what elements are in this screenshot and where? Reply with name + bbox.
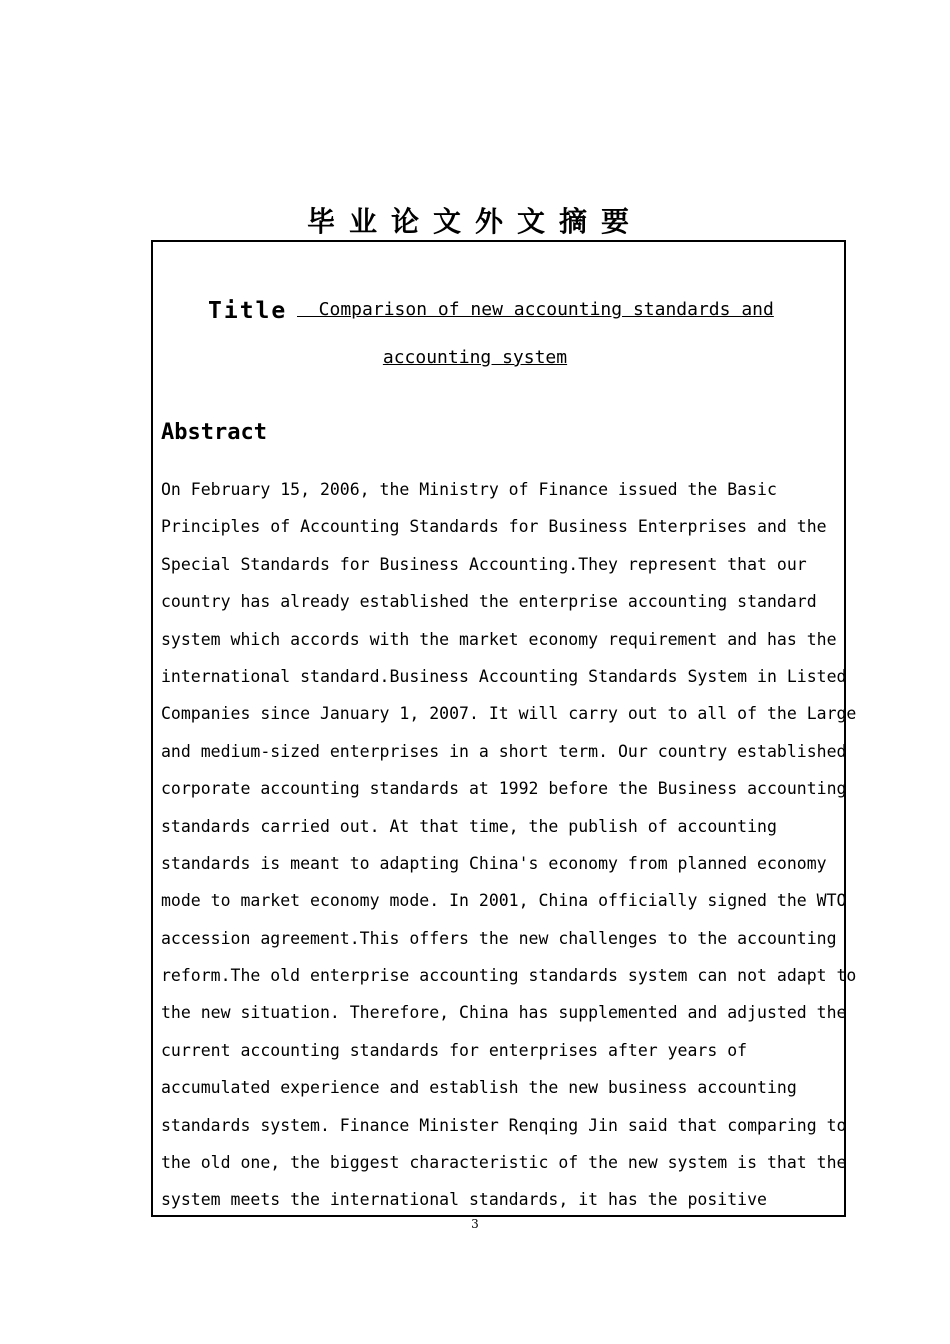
abstract-line: On February 15, 2006, the Ministry of Finance issued the Basic	[161, 480, 777, 499]
page-heading: 毕业论文外文摘要	[306, 205, 643, 238]
abstract-line: international standard.Business Accounting Standards System in Listed	[161, 666, 847, 686]
abstract-line: accession agreement.This offers the new challenges to the accounting	[161, 928, 837, 948]
abstract-line: the old one, the biggest characteristic of the new system is that the	[161, 1153, 847, 1173]
abstract-line: Special Standards for Business Accounting.They represent that our	[161, 554, 807, 574]
abstract-line: system which accords with the market economy requirement and has the	[161, 629, 837, 649]
abstract-body	[161, 471, 857, 1219]
abstract-line: Principles of Accounting Standards for Business Enterprises and the	[161, 517, 827, 537]
abstract-line: corporate accounting standards at 1992 before the Business accounting	[161, 779, 847, 799]
abstract-line: Companies since January 1, 2007. It will carry out to all of the Large	[161, 704, 857, 724]
title-text-line-2-wrapper	[0, 347, 950, 368]
abstract-line: standards is meant to adapting China's economy from planned economy	[161, 853, 827, 873]
abstract-line: system meets the international standards, it has the positive	[161, 1190, 767, 1210]
abstract-line: current accounting standards for enterprises after years of	[161, 1040, 748, 1060]
abstract-line: mode to market economy mode. In 2001, China officially signed the WTO	[161, 891, 847, 911]
abstract-heading: Abstract	[161, 420, 267, 445]
page-number: 3	[471, 1217, 479, 1231]
title-label: Title	[208, 298, 288, 324]
abstract-line: standards carried out. At that time, the publish of accounting	[161, 816, 777, 836]
title-text-line-1: Comparison of new accounting standards and	[297, 299, 774, 320]
title-text-line-2: accounting system	[382, 347, 568, 368]
abstract-line: standards system. Finance Minister Renqing Jin said that comparing to	[161, 1115, 847, 1135]
abstract-line: the new situation. Therefore, China has supplemented and adjusted the	[161, 1003, 847, 1023]
abstract-line: and medium-sized enterprises in a short term. Our country established	[161, 741, 847, 761]
abstract-line: reform.The old enterprise accounting standards system can not adapt to	[161, 966, 857, 986]
abstract-line: country has already established the enterprise accounting standard	[161, 592, 817, 612]
abstract-line: accumulated experience and establish the new business accounting	[161, 1078, 797, 1098]
